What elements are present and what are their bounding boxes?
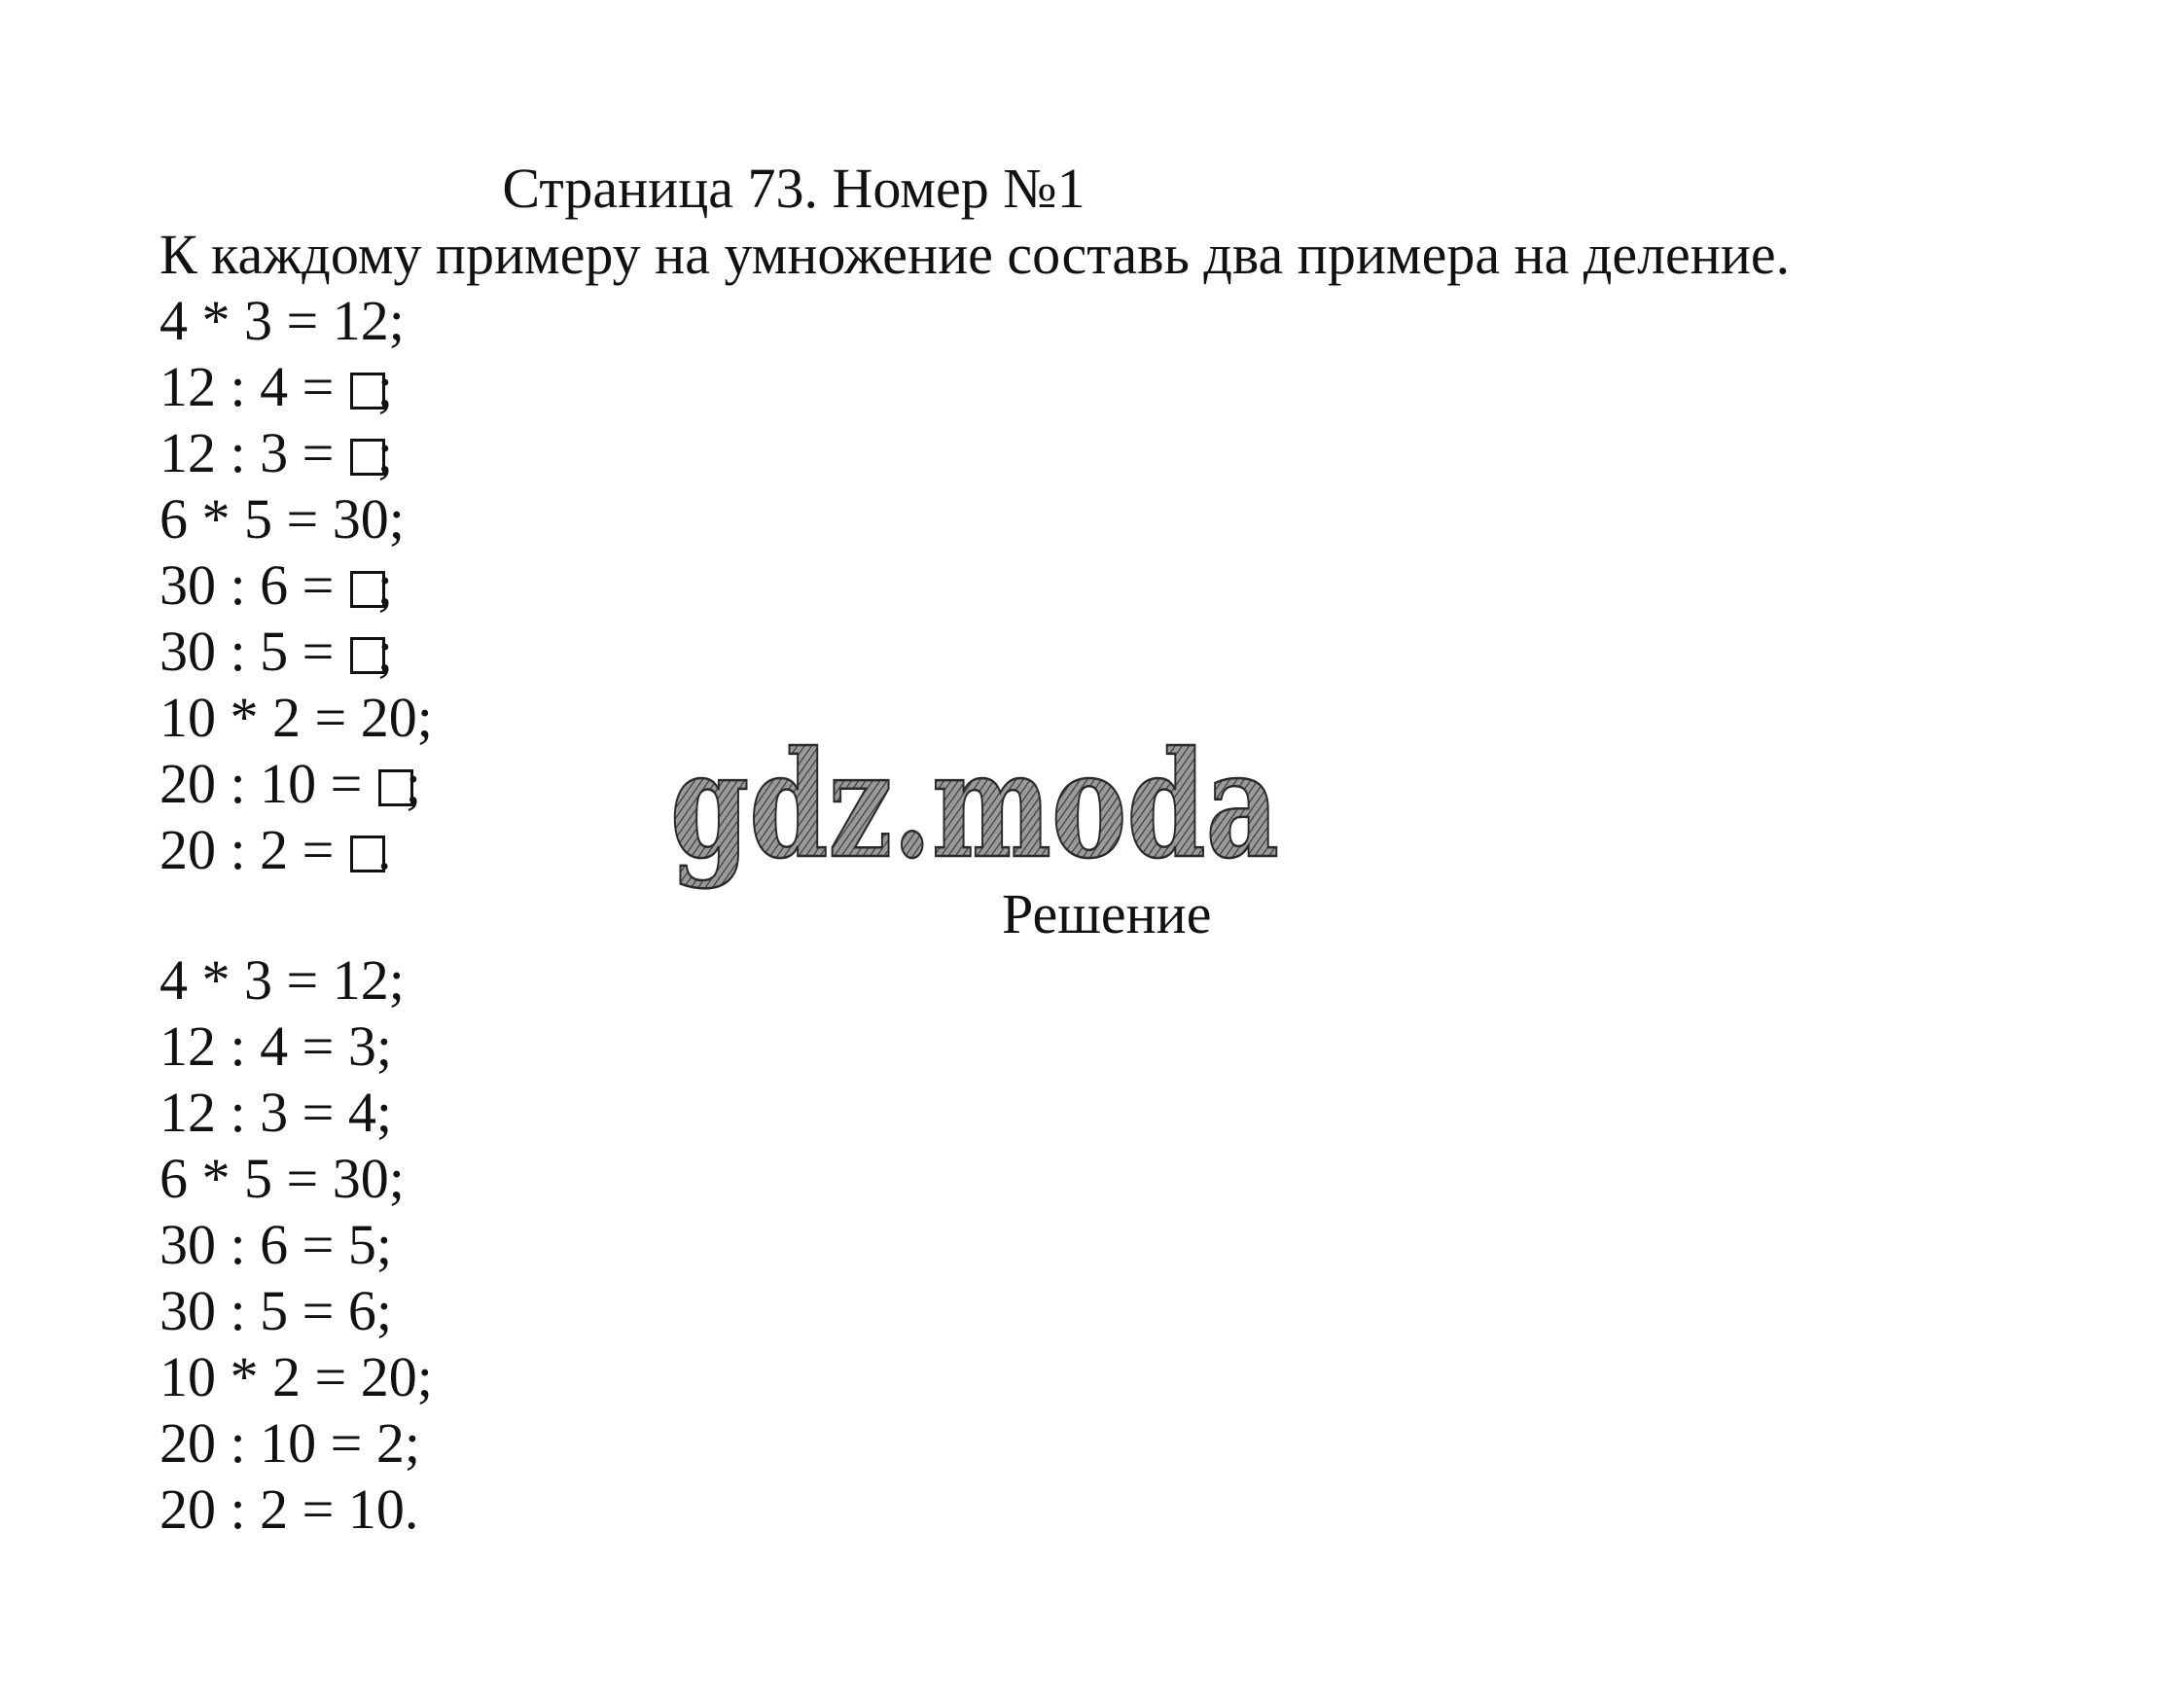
solution-line: 12 : 4 = 3; bbox=[160, 1014, 392, 1078]
punctuation: ; bbox=[405, 752, 421, 815]
solution-line: 30 : 5 = 6; bbox=[160, 1279, 392, 1342]
exercise-list bbox=[160, 288, 433, 883]
solution-heading: Решение bbox=[1002, 882, 1212, 945]
exercise-expression: 10 * 2 = 20; bbox=[160, 686, 433, 749]
page-title bbox=[0, 156, 2171, 222]
page-title-text: Страница 73. Номер №1 bbox=[502, 157, 1086, 220]
exercise-expression: 6 * 5 = 30; bbox=[160, 487, 405, 551]
solution-line: 20 : 2 = 10. bbox=[160, 1477, 419, 1541]
exercise-line bbox=[160, 619, 433, 685]
exercise-expression: 4 * 3 = 12; bbox=[160, 289, 405, 352]
solution-line: 6 * 5 = 30; bbox=[160, 1147, 405, 1210]
punctuation: ; bbox=[376, 620, 393, 683]
exercise-expression: 20 : 10 = bbox=[160, 752, 376, 815]
exercise-line bbox=[160, 685, 433, 751]
solution-line: 10 * 2 = 20; bbox=[160, 1345, 433, 1408]
punctuation: ; bbox=[376, 553, 393, 617]
exercise-expression: 12 : 4 = bbox=[160, 355, 348, 418]
solution-line: 12 : 3 = 4; bbox=[160, 1081, 392, 1144]
punctuation: ; bbox=[376, 355, 393, 418]
exercise-expression: 20 : 2 = bbox=[160, 818, 348, 881]
solution-line: 4 * 3 = 12; bbox=[160, 948, 405, 1012]
exercise-line bbox=[160, 420, 433, 486]
svg-text:gdz.moda: gdz.moda bbox=[670, 720, 1279, 891]
exercise-expression: 12 : 3 = bbox=[160, 421, 348, 484]
solution-list bbox=[160, 947, 433, 1543]
exercise-line bbox=[160, 817, 433, 883]
exercise-expression: 30 : 6 = bbox=[160, 553, 348, 617]
exercise-line bbox=[160, 552, 433, 619]
exercise-line bbox=[160, 288, 433, 354]
solution-line: 30 : 6 = 5; bbox=[160, 1213, 392, 1276]
exercise-line bbox=[160, 486, 433, 552]
exercise-line bbox=[160, 354, 433, 420]
exercise-expression: 30 : 5 = bbox=[160, 620, 348, 683]
watermark-logo bbox=[664, 720, 1287, 897]
solution-line: 20 : 10 = 2; bbox=[160, 1411, 420, 1475]
punctuation: . bbox=[376, 818, 392, 881]
task-statement: К каждому примеру на умножение составь два примера на деление. bbox=[160, 223, 1791, 286]
exercise-line bbox=[160, 751, 433, 817]
punctuation: ; bbox=[376, 421, 393, 484]
